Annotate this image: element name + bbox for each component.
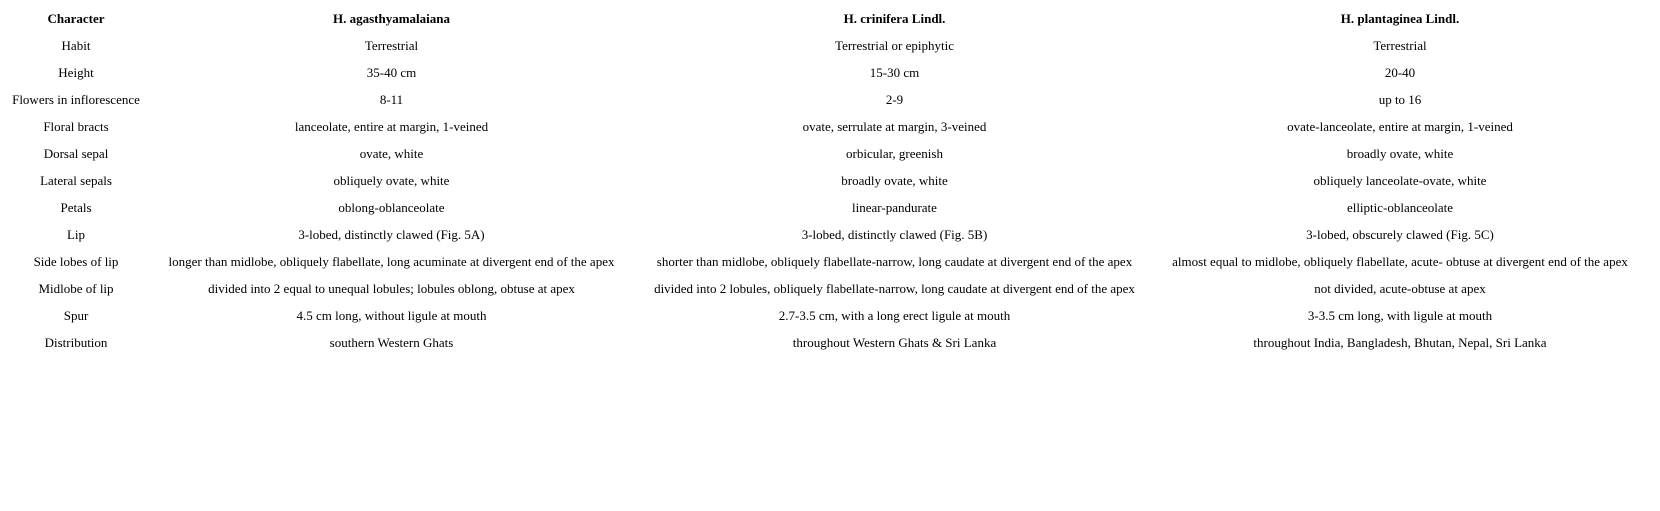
table-row bbox=[3, 302, 1645, 329]
character-cell: Spur bbox=[63, 308, 89, 323]
table-cell: Terrestrial or epiphytic bbox=[835, 38, 954, 53]
table-row bbox=[3, 86, 1645, 113]
column-header-species-1: H. agasthyamalaiana bbox=[332, 11, 450, 26]
table-cell: almost equal to midlobe, obliquely flabellate, acute- obtuse at divergent end of the apex bbox=[1172, 254, 1628, 269]
character-cell: Height bbox=[58, 65, 94, 80]
table-row bbox=[3, 167, 1645, 194]
table-row bbox=[3, 221, 1645, 248]
table-cell: 35-40 cm bbox=[366, 65, 417, 80]
table-row bbox=[3, 32, 1645, 59]
table-cell: elliptic-oblanceolate bbox=[1346, 200, 1454, 215]
header-row bbox=[3, 5, 1645, 32]
table-cell: divided into 2 lobules, obliquely flabellate-narrow, long caudate at divergent end of the apex bbox=[654, 281, 1135, 296]
column-header-species-2: H. crinifera Lindl. bbox=[843, 11, 946, 26]
table-cell: obliquely lanceolate-ovate, white bbox=[1313, 173, 1487, 188]
table-cell: southern Western Ghats bbox=[329, 335, 454, 350]
column-header-species-3: H. plantaginea Lindl. bbox=[1340, 11, 1460, 26]
character-cell: Midlobe of lip bbox=[38, 281, 114, 296]
table-row bbox=[3, 59, 1645, 86]
comparison-table bbox=[3, 5, 1645, 356]
table-cell: 2.7-3.5 cm, with a long erect ligule at mouth bbox=[778, 308, 1011, 323]
table-cell: throughout India, Bangladesh, Bhutan, Nepal, Sri Lanka bbox=[1253, 335, 1547, 350]
character-cell: Lateral sepals bbox=[40, 173, 112, 188]
table-cell: ovate, white bbox=[359, 146, 424, 161]
character-cell: Floral bracts bbox=[43, 119, 109, 134]
table-row bbox=[3, 248, 1645, 275]
table-cell: 3-lobed, distinctly clawed (Fig. 5B) bbox=[801, 227, 988, 242]
character-cell: Side lobes of lip bbox=[33, 254, 119, 269]
table-cell: 3-3.5 cm long, with ligule at mouth bbox=[1307, 308, 1493, 323]
character-cell: Distribution bbox=[44, 335, 108, 350]
character-cell: Lip bbox=[66, 227, 86, 242]
table-cell: broadly ovate, white bbox=[1346, 146, 1454, 161]
table-cell: lanceolate, entire at margin, 1-veined bbox=[294, 119, 489, 134]
character-cell: Flowers in inflorescence bbox=[12, 92, 140, 107]
table-cell: 4.5 cm long, without ligule at mouth bbox=[296, 308, 487, 323]
table-cell: 20-40 bbox=[1384, 65, 1416, 80]
table-cell: divided into 2 equal to unequal lobules; lobules oblong, obtuse at apex bbox=[208, 281, 575, 296]
character-cell: Habit bbox=[61, 38, 91, 53]
table-cell: 2-9 bbox=[885, 92, 904, 107]
table-cell: not divided, acute-obtuse at apex bbox=[1314, 281, 1486, 296]
table-row bbox=[3, 275, 1645, 302]
character-cell: Petals bbox=[60, 200, 92, 215]
table-cell: Terrestrial bbox=[364, 38, 419, 53]
table-cell: oblong-oblanceolate bbox=[338, 200, 445, 215]
table-row bbox=[3, 140, 1645, 167]
table-cell: linear-pandurate bbox=[852, 200, 937, 215]
table-cell: up to 16 bbox=[1378, 92, 1422, 107]
table-cell: 3-lobed, distinctly clawed (Fig. 5A) bbox=[298, 227, 485, 242]
table-cell: 3-lobed, obscurely clawed (Fig. 5C) bbox=[1306, 227, 1494, 242]
table-cell: broadly ovate, white bbox=[841, 173, 948, 188]
table-cell: 15-30 cm bbox=[869, 65, 920, 80]
table-row bbox=[3, 194, 1645, 221]
comparison-table-wrapper bbox=[3, 5, 1645, 356]
table-cell: longer than midlobe, obliquely flabellate, long acuminate at divergent end of the apex bbox=[168, 254, 615, 269]
character-cell: Dorsal sepal bbox=[43, 146, 109, 161]
table-cell: obliquely ovate, white bbox=[333, 173, 450, 188]
table-row bbox=[3, 329, 1645, 356]
table-cell: Terrestrial bbox=[1373, 38, 1427, 53]
table-cell: ovate-lanceolate, entire at margin, 1-veined bbox=[1287, 119, 1513, 134]
table-cell: orbicular, greenish bbox=[846, 146, 943, 161]
table-cell: shorter than midlobe, obliquely flabellate-narrow, long caudate at divergent end of the apex bbox=[656, 254, 1133, 269]
table-cell: 8-11 bbox=[379, 92, 404, 107]
table-cell: ovate, serrulate at margin, 3-veined bbox=[802, 119, 987, 134]
table-cell: throughout Western Ghats & Sri Lanka bbox=[792, 335, 997, 350]
column-header-character: Character bbox=[47, 11, 105, 26]
table-row bbox=[3, 113, 1645, 140]
